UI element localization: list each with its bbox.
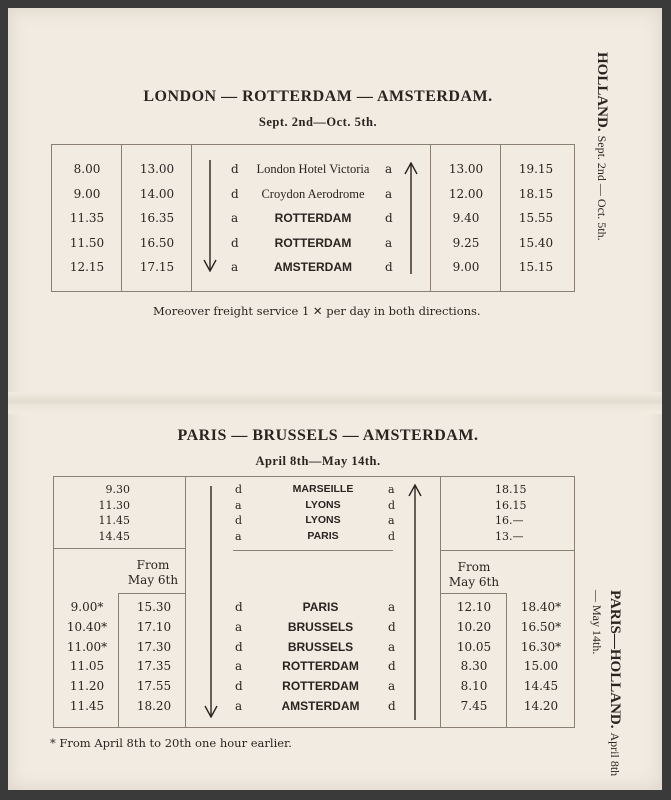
return-time: 14.20 (523, 699, 559, 713)
return-time: 19.15 (518, 162, 554, 176)
side-label-bottom-title: PARIS—HOLLAND. (607, 590, 623, 729)
arr-dep-marker: a (385, 162, 393, 176)
arr-dep-marker: d (235, 679, 243, 694)
return-time: 15.00 (523, 659, 559, 674)
departure-time: 17.55 (136, 679, 172, 694)
return-time: 16.30* (520, 639, 562, 654)
arr-dep-marker: d (235, 639, 243, 654)
return-time: 7.45 (460, 699, 488, 713)
arr-dep-marker: d (235, 514, 243, 528)
station-name: AMSTERDAM (274, 260, 352, 274)
from-header-right: From May 6th (448, 560, 500, 589)
arr-dep-marker: d (231, 235, 239, 250)
departure-time: 11.00* (66, 639, 108, 654)
departure-time: 17.10 (136, 619, 172, 634)
divider (440, 550, 574, 551)
divider (121, 144, 122, 292)
return-time: 13.— (495, 530, 524, 544)
arr-dep-marker: a (235, 530, 242, 544)
arr-dep-marker: d (235, 483, 243, 496)
divider (430, 144, 431, 292)
side-label-bottom (588, 590, 624, 780)
departure-time: 14.00 (139, 186, 175, 201)
divider (440, 476, 441, 728)
return-time: 12.10 (456, 600, 492, 614)
return-time: 13.00 (448, 162, 484, 176)
station-name: BRUSSELS (287, 619, 354, 634)
departure-time: 17.35 (136, 659, 172, 674)
arr-dep-marker: a (388, 679, 396, 694)
station-name: MARSEILLE (292, 483, 354, 495)
arr-dep-marker: d (388, 699, 396, 713)
station-name: ROTTERDAM (274, 235, 352, 250)
station-name: ROTTERDAM (274, 211, 352, 225)
departure-time: 11.50 (69, 235, 105, 250)
arr-dep-marker: d (388, 530, 396, 544)
divider (440, 593, 506, 594)
arr-dep-marker: a (235, 699, 243, 713)
station-name: AMSTERDAM (281, 699, 360, 713)
up-arrow-icon (408, 484, 422, 720)
page-fold (8, 392, 662, 414)
arr-dep-marker: a (388, 639, 396, 654)
section2-footnote: * From April 8th to 20th one hour earlier. (50, 736, 292, 750)
departure-time: 12.15 (69, 260, 105, 274)
return-time: 10.20 (456, 619, 492, 634)
return-time: 10.05 (456, 639, 492, 654)
up-arrow-icon (404, 162, 418, 274)
arr-dep-marker: a (235, 619, 243, 634)
divider (53, 548, 185, 549)
departure-time: 11.30 (98, 498, 130, 512)
departure-time: 13.00 (139, 162, 175, 176)
arr-dep-marker: d (235, 600, 243, 614)
side-label-bottom-dates: April 8th — May 14th. (590, 590, 622, 777)
side-label-top-title: HOLLAND. (594, 52, 610, 132)
departure-time: 11.45 (69, 699, 105, 713)
divider (506, 593, 507, 728)
timetable-sheet (8, 8, 662, 790)
arr-dep-marker: a (385, 235, 393, 250)
departure-time: 11.05 (69, 659, 105, 674)
arr-dep-marker: a (231, 260, 239, 274)
return-time: 18.15 (518, 186, 554, 201)
arr-dep-marker: a (231, 211, 239, 225)
section2-dates: April 8th—May 14th. (255, 454, 381, 468)
arr-dep-marker: d (231, 162, 239, 176)
station-name: PARIS (307, 530, 339, 543)
departure-time: 10.40* (66, 619, 108, 634)
return-time: 16.— (495, 514, 524, 528)
down-arrow-icon (204, 486, 218, 718)
station-name: ROTTERDAM (282, 679, 359, 694)
return-time: 16.15 (495, 498, 527, 512)
arr-dep-marker: d (388, 619, 396, 634)
arr-dep-marker: a (385, 186, 393, 201)
departure-time: 16.50 (139, 235, 175, 250)
arr-dep-marker: d (388, 498, 396, 512)
return-time: 8.10 (460, 679, 488, 694)
section1-dates: Sept. 2nd—Oct. 5th. (258, 115, 378, 129)
arr-dep-marker: d (388, 659, 396, 674)
return-time: 9.00 (452, 260, 480, 274)
station-name: LYONS (305, 514, 341, 527)
arr-dep-marker: d (385, 211, 393, 225)
arr-dep-marker: d (231, 186, 239, 201)
section1-title: LONDON — ROTTERDAM — AMSTERDAM. (143, 88, 493, 105)
return-time: 15.40 (518, 235, 554, 250)
return-time: 15.15 (518, 260, 554, 274)
return-time: 18.15 (495, 483, 527, 496)
arr-dep-marker: a (388, 514, 395, 528)
return-time: 12.00 (448, 186, 484, 201)
divider (233, 550, 393, 551)
return-time: 18.40* (520, 600, 562, 614)
departure-time: 9.00* (70, 600, 104, 614)
station-name: Croydon Aerodrome (261, 186, 365, 201)
departure-time: 15.30 (136, 600, 172, 614)
arr-dep-marker: a (388, 483, 395, 496)
arr-dep-marker: a (235, 659, 243, 674)
section2-title: PARIS — BRUSSELS — AMSTERDAM. (177, 427, 479, 444)
departure-time: 9.30 (105, 483, 130, 496)
return-time: 9.40 (452, 211, 480, 225)
departure-time: 9.00 (73, 186, 101, 201)
departure-time: 16.35 (139, 211, 175, 225)
departure-time: 11.35 (69, 211, 105, 225)
return-time: 15.55 (518, 211, 554, 225)
divider (118, 593, 119, 728)
from-header-left: From May 6th (127, 558, 179, 587)
station-name: LYONS (305, 498, 341, 511)
arr-dep-marker: a (235, 498, 242, 512)
return-time: 16.50* (520, 619, 562, 634)
departure-time: 17.15 (139, 260, 175, 274)
station-name: PARIS (302, 600, 339, 614)
section1-note: Moreover freight service 1 ✕ per day in both directions. (153, 304, 481, 318)
return-time: 8.30 (460, 659, 488, 674)
departure-time: 17.30 (136, 639, 172, 654)
station-name: ROTTERDAM (282, 659, 359, 674)
divider (191, 144, 192, 292)
departure-time: 11.20 (69, 679, 105, 694)
departure-time: 18.20 (136, 699, 172, 713)
station-name: BRUSSELS (287, 639, 354, 654)
station-name: London Hotel Victoria (256, 162, 370, 176)
down-arrow-icon (203, 160, 217, 272)
return-time: 14.45 (523, 679, 559, 694)
divider (500, 144, 501, 292)
arr-dep-marker: d (385, 260, 393, 274)
departure-time: 11.45 (98, 514, 130, 528)
side-label-top (593, 52, 611, 252)
departure-time: 8.00 (73, 162, 101, 176)
arr-dep-marker: a (388, 600, 396, 614)
side-label-top-dates: Sept. 2nd — Oct. 5th. (595, 135, 609, 241)
divider (118, 593, 185, 594)
departure-time: 14.45 (98, 530, 130, 544)
return-time: 9.25 (452, 235, 480, 250)
